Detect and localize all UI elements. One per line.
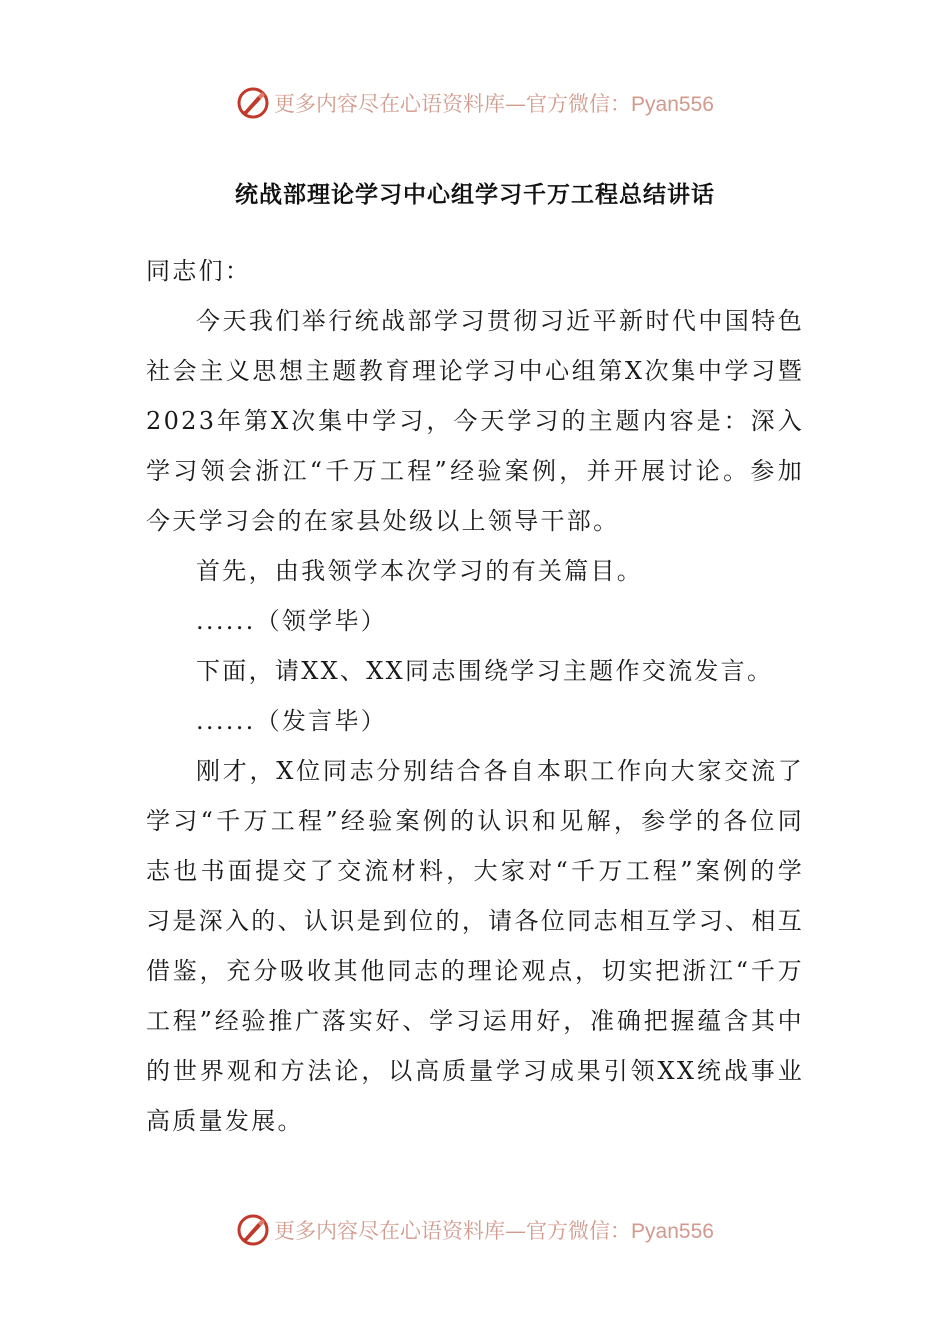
watermark-text: 更多内容尽在心语资料库—官方微信：Pyan556 [274,92,714,116]
paragraph-3: ......（领学毕） [196,607,388,635]
pen-circle-logo-icon [236,1213,270,1247]
document-body [146,246,804,1146]
paragraph-5: ......（发言毕） [196,707,388,735]
paragraph-2: 首先，由我领学本次学习的有关篇目。 [196,557,644,585]
page-title: 统战部理论学习中心组学习千万工程总结讲话 [235,181,715,208]
wechat-id: Pyan556 [631,93,714,116]
paragraph-4: 下面，请XX、XX同志围绕学习主题作交流发言。 [196,657,774,685]
pen-circle-logo-icon [236,86,270,120]
header-watermark-banner [0,78,950,128]
wechat-id: Pyan556 [631,1220,714,1243]
paragraph-1: 今天我们举行统战部学习贯彻习近平新时代中国特色社会主义思想主题教育理论学习中心组第X次集中学习暨2023年第X次集中学习，今天学习的主题内容是：深入学习领会浙江“千万工程”经验案例，并开展讨论。参加今天学习会的在家县处级以上领导干部。 [146,307,804,535]
paragraph-6: 刚才，X位同志分别结合各自本职工作向大家交流了学习“千万工程”经验案例的认识和见解，参学的各位同志也书面提交了交流材料，大家对“千万工程”案例的学习是深入的、认识是到位的，请各位同志相互学习、相互借鉴，充分吸收其他同志的理论观点，切实把浙江“千万工程”经验推广落实好、学习运用好，准确把握蕴含其中的世界观和方法论，以高质量学习成果引领XX统战事业高质量发展。 [146,757,804,1135]
watermark-text: 更多内容尽在心语资料库—官方微信：Pyan556 [274,1219,714,1243]
footer-watermark-banner [0,1205,950,1255]
salutation: 同志们： [146,257,252,285]
